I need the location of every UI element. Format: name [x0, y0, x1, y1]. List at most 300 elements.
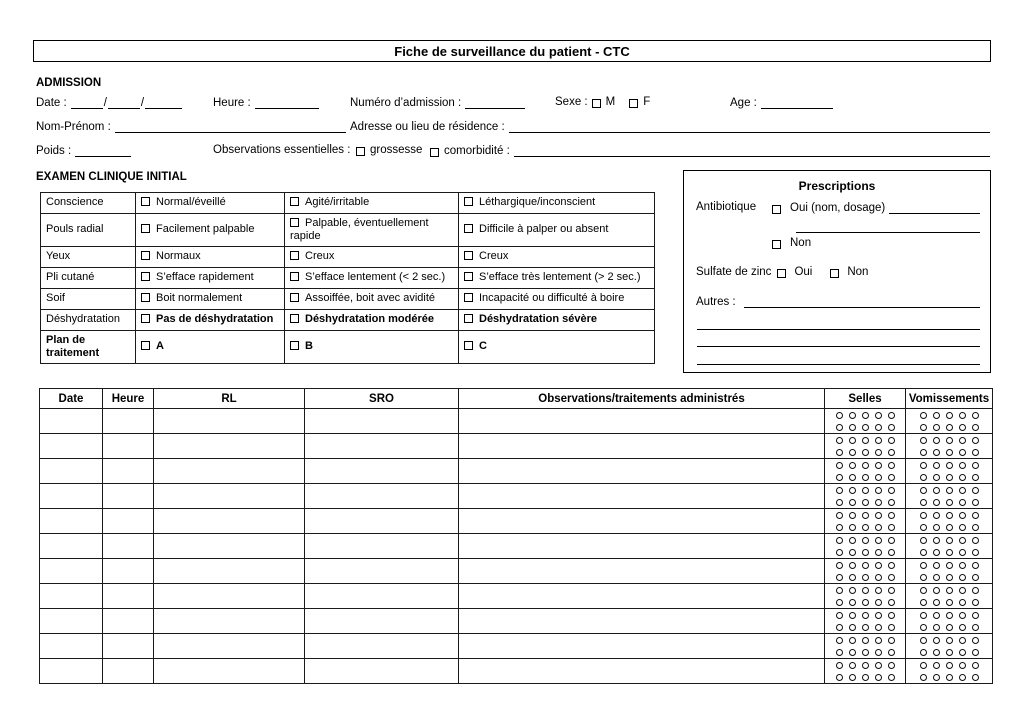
tally-circle-icon[interactable]: [862, 449, 869, 456]
tally-circle-icon[interactable]: [849, 412, 856, 419]
sro-cell[interactable]: [305, 459, 459, 484]
tally-circle-icon[interactable]: [875, 412, 882, 419]
tally-circle-icon[interactable]: [959, 462, 966, 469]
exam-option-checkbox[interactable]: [290, 293, 299, 302]
tally-circle-icon[interactable]: [888, 662, 895, 669]
tally-circle-icon[interactable]: [920, 537, 927, 544]
exam-option-checkbox[interactable]: [464, 224, 473, 233]
date-year-field[interactable]: [145, 96, 182, 109]
tally-circle-icon[interactable]: [920, 662, 927, 669]
tally-circle-icon[interactable]: [875, 437, 882, 444]
tally-circle-icon[interactable]: [959, 412, 966, 419]
sexe-m-checkbox[interactable]: [592, 99, 601, 108]
tally-circle-icon[interactable]: [946, 574, 953, 581]
sro-cell[interactable]: [305, 659, 459, 684]
tally-circle-icon[interactable]: [888, 599, 895, 606]
rl-cell[interactable]: [154, 534, 305, 559]
tally-circle-icon[interactable]: [875, 462, 882, 469]
tally-circle-icon[interactable]: [920, 424, 927, 431]
tally-circle-icon[interactable]: [959, 562, 966, 569]
tally-circle-icon[interactable]: [920, 449, 927, 456]
autres-field[interactable]: [744, 295, 980, 308]
tally-circle-icon[interactable]: [972, 624, 979, 631]
tally-circle-icon[interactable]: [875, 649, 882, 656]
tally-circle-icon[interactable]: [946, 499, 953, 506]
tally-circle-icon[interactable]: [862, 424, 869, 431]
tally-circle-icon[interactable]: [875, 537, 882, 544]
tally-circle-icon[interactable]: [920, 674, 927, 681]
rl-cell[interactable]: [154, 659, 305, 684]
tally-circle-icon[interactable]: [862, 674, 869, 681]
sro-cell[interactable]: [305, 434, 459, 459]
tally-circle-icon[interactable]: [862, 637, 869, 644]
observations-cell[interactable]: [459, 409, 825, 434]
tally-circle-icon[interactable]: [920, 512, 927, 519]
tally-circle-icon[interactable]: [862, 599, 869, 606]
tally-circle-icon[interactable]: [933, 662, 940, 669]
tally-circle-icon[interactable]: [959, 674, 966, 681]
tally-circle-icon[interactable]: [946, 524, 953, 531]
tally-circle-icon[interactable]: [849, 462, 856, 469]
tally-circle-icon[interactable]: [920, 499, 927, 506]
tally-circle-icon[interactable]: [836, 499, 843, 506]
tally-circle-icon[interactable]: [946, 587, 953, 594]
tally-circle-icon[interactable]: [933, 549, 940, 556]
tally-circle-icon[interactable]: [836, 462, 843, 469]
tally-circle-icon[interactable]: [849, 474, 856, 481]
sro-cell[interactable]: [305, 559, 459, 584]
tally-circle-icon[interactable]: [959, 424, 966, 431]
observations-cell[interactable]: [459, 584, 825, 609]
tally-circle-icon[interactable]: [946, 487, 953, 494]
tally-circle-icon[interactable]: [888, 587, 895, 594]
tally-circle-icon[interactable]: [875, 524, 882, 531]
tally-circle-icon[interactable]: [972, 512, 979, 519]
tally-circle-icon[interactable]: [875, 637, 882, 644]
sexe-f-checkbox[interactable]: [629, 99, 638, 108]
tally-circle-icon[interactable]: [875, 624, 882, 631]
sro-cell[interactable]: [305, 534, 459, 559]
grossesse-checkbox[interactable]: [356, 147, 365, 156]
exam-option-checkbox[interactable]: [290, 218, 299, 227]
autres-field-line3[interactable]: [697, 346, 980, 347]
heure-cell[interactable]: [103, 534, 154, 559]
tally-circle-icon[interactable]: [888, 574, 895, 581]
tally-circle-icon[interactable]: [946, 449, 953, 456]
date-cell[interactable]: [40, 434, 103, 459]
tally-circle-icon[interactable]: [959, 612, 966, 619]
tally-circle-icon[interactable]: [946, 412, 953, 419]
tally-circle-icon[interactable]: [888, 562, 895, 569]
rl-cell[interactable]: [154, 509, 305, 534]
date-cell[interactable]: [40, 559, 103, 584]
tally-circle-icon[interactable]: [933, 499, 940, 506]
observations-cell[interactable]: [459, 659, 825, 684]
tally-circle-icon[interactable]: [920, 637, 927, 644]
tally-circle-icon[interactable]: [933, 524, 940, 531]
tally-circle-icon[interactable]: [920, 612, 927, 619]
sro-cell[interactable]: [305, 584, 459, 609]
tally-circle-icon[interactable]: [946, 424, 953, 431]
tally-circle-icon[interactable]: [862, 587, 869, 594]
tally-circle-icon[interactable]: [972, 537, 979, 544]
tally-circle-icon[interactable]: [849, 524, 856, 531]
sro-cell[interactable]: [305, 634, 459, 659]
date-cell[interactable]: [40, 634, 103, 659]
tally-circle-icon[interactable]: [875, 449, 882, 456]
tally-circle-icon[interactable]: [836, 474, 843, 481]
tally-circle-icon[interactable]: [862, 412, 869, 419]
sro-cell[interactable]: [305, 484, 459, 509]
comorbidite-field[interactable]: [514, 144, 990, 157]
exam-option-checkbox[interactable]: [141, 224, 150, 233]
tally-circle-icon[interactable]: [933, 424, 940, 431]
tally-circle-icon[interactable]: [862, 524, 869, 531]
tally-circle-icon[interactable]: [836, 562, 843, 569]
observations-cell[interactable]: [459, 559, 825, 584]
exam-option-checkbox[interactable]: [141, 251, 150, 260]
tally-circle-icon[interactable]: [972, 574, 979, 581]
tally-circle-icon[interactable]: [933, 449, 940, 456]
tally-circle-icon[interactable]: [933, 462, 940, 469]
antibiotique-nom-field-line2[interactable]: [796, 232, 980, 233]
tally-circle-icon[interactable]: [959, 649, 966, 656]
tally-circle-icon[interactable]: [972, 449, 979, 456]
rl-cell[interactable]: [154, 409, 305, 434]
tally-circle-icon[interactable]: [972, 599, 979, 606]
tally-circle-icon[interactable]: [836, 487, 843, 494]
rl-cell[interactable]: [154, 609, 305, 634]
tally-circle-icon[interactable]: [959, 599, 966, 606]
tally-circle-icon[interactable]: [972, 637, 979, 644]
tally-circle-icon[interactable]: [836, 537, 843, 544]
tally-circle-icon[interactable]: [836, 599, 843, 606]
tally-circle-icon[interactable]: [875, 487, 882, 494]
exam-option-checkbox[interactable]: [290, 251, 299, 260]
tally-circle-icon[interactable]: [959, 662, 966, 669]
tally-circle-icon[interactable]: [888, 424, 895, 431]
observations-cell[interactable]: [459, 534, 825, 559]
tally-circle-icon[interactable]: [933, 624, 940, 631]
observations-cell[interactable]: [459, 634, 825, 659]
tally-circle-icon[interactable]: [946, 599, 953, 606]
tally-circle-icon[interactable]: [920, 649, 927, 656]
tally-circle-icon[interactable]: [875, 612, 882, 619]
rl-cell[interactable]: [154, 559, 305, 584]
tally-circle-icon[interactable]: [972, 674, 979, 681]
observations-cell[interactable]: [459, 509, 825, 534]
heure-cell[interactable]: [103, 634, 154, 659]
tally-circle-icon[interactable]: [836, 649, 843, 656]
tally-circle-icon[interactable]: [959, 474, 966, 481]
exam-option-checkbox[interactable]: [141, 314, 150, 323]
heure-cell[interactable]: [103, 459, 154, 484]
observations-cell[interactable]: [459, 434, 825, 459]
tally-circle-icon[interactable]: [972, 649, 979, 656]
tally-circle-icon[interactable]: [888, 649, 895, 656]
exam-option-checkbox[interactable]: [141, 197, 150, 206]
antibiotique-nom-field[interactable]: [889, 201, 980, 214]
tally-circle-icon[interactable]: [836, 637, 843, 644]
tally-circle-icon[interactable]: [972, 462, 979, 469]
sulfate-oui-checkbox[interactable]: [777, 269, 786, 278]
tally-circle-icon[interactable]: [933, 649, 940, 656]
date-cell[interactable]: [40, 584, 103, 609]
tally-circle-icon[interactable]: [888, 612, 895, 619]
tally-circle-icon[interactable]: [849, 512, 856, 519]
exam-option-checkbox[interactable]: [464, 293, 473, 302]
tally-circle-icon[interactable]: [959, 449, 966, 456]
tally-circle-icon[interactable]: [888, 624, 895, 631]
tally-circle-icon[interactable]: [959, 512, 966, 519]
tally-circle-icon[interactable]: [888, 674, 895, 681]
tally-circle-icon[interactable]: [836, 674, 843, 681]
exam-option-checkbox[interactable]: [464, 251, 473, 260]
exam-option-checkbox[interactable]: [464, 197, 473, 206]
heure-cell[interactable]: [103, 484, 154, 509]
exam-option-checkbox[interactable]: [464, 314, 473, 323]
tally-circle-icon[interactable]: [862, 549, 869, 556]
tally-circle-icon[interactable]: [862, 487, 869, 494]
tally-circle-icon[interactable]: [933, 412, 940, 419]
tally-circle-icon[interactable]: [972, 562, 979, 569]
tally-circle-icon[interactable]: [888, 549, 895, 556]
tally-circle-icon[interactable]: [875, 599, 882, 606]
tally-circle-icon[interactable]: [933, 437, 940, 444]
tally-circle-icon[interactable]: [920, 574, 927, 581]
adresse-field[interactable]: [509, 120, 990, 133]
heure-cell[interactable]: [103, 659, 154, 684]
rl-cell[interactable]: [154, 634, 305, 659]
tally-circle-icon[interactable]: [959, 549, 966, 556]
tally-circle-icon[interactable]: [849, 549, 856, 556]
tally-circle-icon[interactable]: [888, 437, 895, 444]
tally-circle-icon[interactable]: [959, 524, 966, 531]
tally-circle-icon[interactable]: [862, 462, 869, 469]
tally-circle-icon[interactable]: [836, 512, 843, 519]
tally-circle-icon[interactable]: [836, 449, 843, 456]
tally-circle-icon[interactable]: [972, 412, 979, 419]
tally-circle-icon[interactable]: [836, 524, 843, 531]
sulfate-non-checkbox[interactable]: [830, 269, 839, 278]
tally-circle-icon[interactable]: [836, 424, 843, 431]
tally-circle-icon[interactable]: [972, 499, 979, 506]
tally-circle-icon[interactable]: [946, 462, 953, 469]
tally-circle-icon[interactable]: [875, 499, 882, 506]
tally-circle-icon[interactable]: [836, 549, 843, 556]
tally-circle-icon[interactable]: [836, 437, 843, 444]
tally-circle-icon[interactable]: [836, 662, 843, 669]
tally-circle-icon[interactable]: [946, 437, 953, 444]
tally-circle-icon[interactable]: [972, 437, 979, 444]
tally-circle-icon[interactable]: [946, 662, 953, 669]
tally-circle-icon[interactable]: [972, 487, 979, 494]
sro-cell[interactable]: [305, 409, 459, 434]
tally-circle-icon[interactable]: [959, 537, 966, 544]
tally-circle-icon[interactable]: [933, 487, 940, 494]
tally-circle-icon[interactable]: [959, 437, 966, 444]
heure-cell[interactable]: [103, 509, 154, 534]
tally-circle-icon[interactable]: [849, 662, 856, 669]
tally-circle-icon[interactable]: [972, 612, 979, 619]
tally-circle-icon[interactable]: [946, 512, 953, 519]
heure-cell[interactable]: [103, 584, 154, 609]
tally-circle-icon[interactable]: [862, 474, 869, 481]
tally-circle-icon[interactable]: [946, 624, 953, 631]
tally-circle-icon[interactable]: [875, 562, 882, 569]
tally-circle-icon[interactable]: [849, 587, 856, 594]
tally-circle-icon[interactable]: [875, 424, 882, 431]
tally-circle-icon[interactable]: [862, 499, 869, 506]
tally-circle-icon[interactable]: [920, 524, 927, 531]
date-cell[interactable]: [40, 509, 103, 534]
tally-circle-icon[interactable]: [933, 612, 940, 619]
tally-circle-icon[interactable]: [920, 437, 927, 444]
tally-circle-icon[interactable]: [888, 449, 895, 456]
tally-circle-icon[interactable]: [920, 587, 927, 594]
numero-admission-field[interactable]: [465, 96, 525, 109]
tally-circle-icon[interactable]: [836, 624, 843, 631]
tally-circle-icon[interactable]: [972, 662, 979, 669]
heure-cell[interactable]: [103, 434, 154, 459]
tally-circle-icon[interactable]: [849, 487, 856, 494]
heure-field[interactable]: [255, 96, 319, 109]
tally-circle-icon[interactable]: [849, 624, 856, 631]
tally-circle-icon[interactable]: [959, 624, 966, 631]
tally-circle-icon[interactable]: [933, 574, 940, 581]
observations-cell[interactable]: [459, 459, 825, 484]
tally-circle-icon[interactable]: [849, 449, 856, 456]
tally-circle-icon[interactable]: [888, 499, 895, 506]
tally-circle-icon[interactable]: [862, 649, 869, 656]
tally-circle-icon[interactable]: [836, 612, 843, 619]
rl-cell[interactable]: [154, 434, 305, 459]
exam-option-checkbox[interactable]: [464, 272, 473, 281]
tally-circle-icon[interactable]: [836, 574, 843, 581]
tally-circle-icon[interactable]: [888, 637, 895, 644]
tally-circle-icon[interactable]: [933, 512, 940, 519]
comorbidite-checkbox[interactable]: [430, 148, 439, 157]
tally-circle-icon[interactable]: [888, 462, 895, 469]
tally-circle-icon[interactable]: [862, 662, 869, 669]
autres-field-line4[interactable]: [697, 364, 980, 365]
tally-circle-icon[interactable]: [959, 487, 966, 494]
date-day-field[interactable]: [71, 96, 103, 109]
tally-circle-icon[interactable]: [862, 562, 869, 569]
date-cell[interactable]: [40, 609, 103, 634]
tally-circle-icon[interactable]: [933, 599, 940, 606]
tally-circle-icon[interactable]: [933, 474, 940, 481]
rl-cell[interactable]: [154, 584, 305, 609]
tally-circle-icon[interactable]: [946, 549, 953, 556]
tally-circle-icon[interactable]: [875, 674, 882, 681]
tally-circle-icon[interactable]: [920, 624, 927, 631]
tally-circle-icon[interactable]: [862, 574, 869, 581]
tally-circle-icon[interactable]: [972, 587, 979, 594]
autres-field-line2[interactable]: [697, 329, 980, 330]
date-cell[interactable]: [40, 534, 103, 559]
tally-circle-icon[interactable]: [946, 474, 953, 481]
age-field[interactable]: [761, 96, 833, 109]
exam-option-checkbox[interactable]: [141, 293, 150, 302]
date-cell[interactable]: [40, 484, 103, 509]
tally-circle-icon[interactable]: [933, 637, 940, 644]
tally-circle-icon[interactable]: [933, 674, 940, 681]
exam-option-checkbox[interactable]: [290, 197, 299, 206]
tally-circle-icon[interactable]: [862, 437, 869, 444]
rl-cell[interactable]: [154, 459, 305, 484]
tally-circle-icon[interactable]: [849, 612, 856, 619]
tally-circle-icon[interactable]: [888, 474, 895, 481]
date-month-field[interactable]: [108, 96, 140, 109]
tally-circle-icon[interactable]: [849, 649, 856, 656]
sro-cell[interactable]: [305, 509, 459, 534]
tally-circle-icon[interactable]: [849, 637, 856, 644]
tally-circle-icon[interactable]: [849, 537, 856, 544]
tally-circle-icon[interactable]: [888, 537, 895, 544]
tally-circle-icon[interactable]: [875, 512, 882, 519]
tally-circle-icon[interactable]: [849, 674, 856, 681]
tally-circle-icon[interactable]: [862, 624, 869, 631]
antibiotique-oui-checkbox[interactable]: [772, 205, 781, 214]
date-cell[interactable]: [40, 659, 103, 684]
tally-circle-icon[interactable]: [920, 474, 927, 481]
poids-field[interactable]: [75, 144, 131, 157]
observations-cell[interactable]: [459, 484, 825, 509]
tally-circle-icon[interactable]: [849, 424, 856, 431]
antibiotique-non-checkbox[interactable]: [772, 240, 781, 249]
tally-circle-icon[interactable]: [849, 599, 856, 606]
tally-circle-icon[interactable]: [959, 499, 966, 506]
tally-circle-icon[interactable]: [849, 574, 856, 581]
tally-circle-icon[interactable]: [920, 562, 927, 569]
tally-circle-icon[interactable]: [836, 587, 843, 594]
tally-circle-icon[interactable]: [888, 487, 895, 494]
date-cell[interactable]: [40, 459, 103, 484]
date-cell[interactable]: [40, 409, 103, 434]
tally-circle-icon[interactable]: [946, 637, 953, 644]
tally-circle-icon[interactable]: [946, 674, 953, 681]
exam-option-checkbox[interactable]: [290, 341, 299, 350]
exam-option-checkbox[interactable]: [290, 314, 299, 323]
tally-circle-icon[interactable]: [933, 562, 940, 569]
sro-cell[interactable]: [305, 609, 459, 634]
heure-cell[interactable]: [103, 559, 154, 584]
tally-circle-icon[interactable]: [972, 474, 979, 481]
tally-circle-icon[interactable]: [959, 574, 966, 581]
exam-option-checkbox[interactable]: [464, 341, 473, 350]
tally-circle-icon[interactable]: [875, 474, 882, 481]
tally-circle-icon[interactable]: [888, 512, 895, 519]
tally-circle-icon[interactable]: [888, 412, 895, 419]
tally-circle-icon[interactable]: [972, 549, 979, 556]
rl-cell[interactable]: [154, 484, 305, 509]
tally-circle-icon[interactable]: [849, 499, 856, 506]
tally-circle-icon[interactable]: [946, 562, 953, 569]
heure-cell[interactable]: [103, 609, 154, 634]
tally-circle-icon[interactable]: [849, 562, 856, 569]
tally-circle-icon[interactable]: [933, 537, 940, 544]
tally-circle-icon[interactable]: [946, 537, 953, 544]
tally-circle-icon[interactable]: [920, 412, 927, 419]
tally-circle-icon[interactable]: [875, 549, 882, 556]
tally-circle-icon[interactable]: [933, 587, 940, 594]
tally-circle-icon[interactable]: [920, 462, 927, 469]
tally-circle-icon[interactable]: [875, 574, 882, 581]
tally-circle-icon[interactable]: [946, 612, 953, 619]
tally-circle-icon[interactable]: [849, 437, 856, 444]
tally-circle-icon[interactable]: [920, 487, 927, 494]
